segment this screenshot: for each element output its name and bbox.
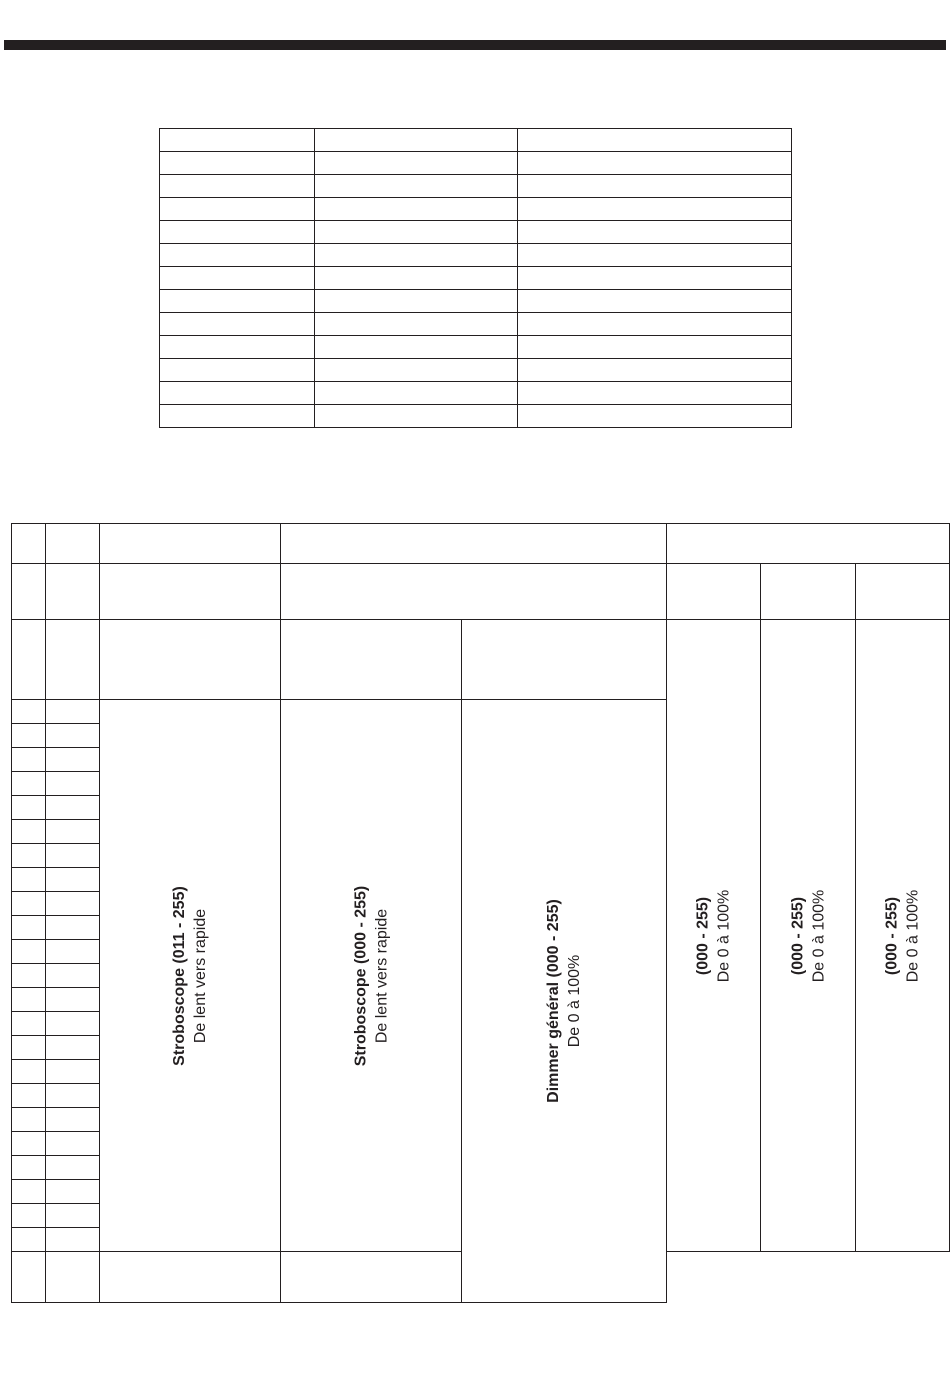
mode-cell	[12, 796, 46, 820]
header-cell	[280, 564, 666, 620]
upper-cell	[315, 198, 518, 221]
mode-cell	[12, 916, 46, 940]
upper-cell	[315, 359, 518, 382]
mode-cell	[12, 772, 46, 796]
upper-row	[160, 382, 792, 405]
upper-cell	[160, 267, 315, 290]
upper-cell	[315, 290, 518, 313]
header-cell	[45, 524, 100, 564]
mode-cell	[12, 1252, 46, 1303]
mode-cell	[45, 988, 100, 1012]
upper-table	[159, 128, 792, 428]
channel-table	[11, 523, 950, 1303]
mode-cell	[12, 1180, 46, 1204]
upper-row	[160, 359, 792, 382]
mode-cell	[45, 820, 100, 844]
upper-cell	[160, 382, 315, 405]
upper-cell	[518, 267, 792, 290]
mode-cell	[45, 1012, 100, 1036]
mode-cell	[45, 1060, 100, 1084]
mode-cell	[45, 1132, 100, 1156]
upper-row	[160, 152, 792, 175]
header-cell	[45, 620, 100, 700]
strobe-b-desc: De lent vers rapide	[373, 908, 391, 1043]
mode-cell	[12, 1204, 46, 1228]
strobe-b-label	[350, 885, 392, 1066]
upper-cell	[160, 405, 315, 428]
mode-cell	[12, 724, 46, 748]
mode-cell	[45, 1108, 100, 1132]
mode-cell	[12, 964, 46, 988]
header-cell	[855, 564, 949, 620]
mode-cell	[12, 844, 46, 868]
header-cell	[12, 524, 46, 564]
mode-cell	[12, 1156, 46, 1180]
header-cell	[667, 564, 761, 620]
color-2-cell	[761, 620, 855, 1252]
upper-cell	[160, 221, 315, 244]
mode-cell	[45, 748, 100, 772]
upper-cell	[315, 405, 518, 428]
mode-cell	[12, 1132, 46, 1156]
upper-row	[160, 405, 792, 428]
mode-cell	[45, 1084, 100, 1108]
upper-cell	[518, 175, 792, 198]
upper-cell	[160, 359, 315, 382]
header-cell	[100, 564, 281, 620]
upper-cell	[315, 175, 518, 198]
mode-cell	[45, 1156, 100, 1180]
upper-cell	[315, 152, 518, 175]
mode-cell	[12, 1012, 46, 1036]
color-2-label	[787, 889, 829, 982]
upper-cell	[518, 290, 792, 313]
mode-cell	[45, 700, 100, 724]
upper-row	[160, 313, 792, 336]
mode-cell	[45, 772, 100, 796]
mode-cell	[12, 988, 46, 1012]
header-cell	[45, 564, 100, 620]
upper-cell	[518, 221, 792, 244]
upper-row	[160, 290, 792, 313]
upper-cell	[160, 244, 315, 267]
mode-cell	[45, 1180, 100, 1204]
strobe-a-cell	[100, 700, 281, 1252]
upper-row	[160, 221, 792, 244]
upper-cell	[518, 313, 792, 336]
upper-cell	[160, 175, 315, 198]
mode-cell	[12, 1060, 46, 1084]
upper-cell	[160, 290, 315, 313]
upper-cell	[315, 382, 518, 405]
upper-cell	[518, 359, 792, 382]
color-3-range: (000 - 255)	[883, 896, 901, 975]
color-1-label	[693, 889, 735, 982]
mode-cell	[12, 892, 46, 916]
color-3-label	[881, 889, 923, 982]
header-cell	[667, 524, 950, 564]
dimmer-label	[543, 899, 585, 1103]
upper-row	[160, 244, 792, 267]
mode-cell	[280, 1252, 462, 1303]
upper-row	[160, 336, 792, 359]
mode-cell	[12, 1228, 46, 1252]
mode-cell	[12, 748, 46, 772]
mode-cell	[45, 892, 100, 916]
mode-cell	[12, 940, 46, 964]
mode-cell	[45, 1252, 100, 1303]
upper-cell	[518, 382, 792, 405]
upper-cell	[315, 129, 518, 152]
mode-cell	[45, 1228, 100, 1252]
mode-cell	[45, 964, 100, 988]
upper-cell	[518, 152, 792, 175]
mode-cell	[12, 868, 46, 892]
strobe-a-desc: De lent vers rapide	[192, 908, 210, 1043]
header-cell	[280, 524, 666, 564]
upper-cell	[160, 313, 315, 336]
upper-cell	[315, 313, 518, 336]
color-2-range: (000 - 255)	[789, 896, 807, 975]
mode-cell	[12, 1036, 46, 1060]
color-1-range: (000 - 255)	[694, 896, 712, 975]
upper-cell	[315, 221, 518, 244]
header-cell	[462, 620, 667, 700]
mode-cell	[12, 700, 46, 724]
mode-cell	[45, 916, 100, 940]
color-1-desc: De 0 à 100%	[715, 889, 733, 982]
upper-cell	[518, 405, 792, 428]
strobe-b-range: Stroboscope (000 - 255)	[352, 885, 370, 1066]
dimmer-cell	[462, 700, 667, 1303]
dimmer-range: Dimmer général (000 - 255)	[545, 899, 563, 1103]
top-rule	[4, 40, 946, 50]
header-cell	[280, 620, 462, 700]
upper-cell	[160, 198, 315, 221]
color-3-cell	[855, 620, 949, 1252]
header-cell	[100, 620, 281, 700]
upper-cell	[518, 336, 792, 359]
header-cell	[12, 620, 46, 700]
upper-cell	[518, 198, 792, 221]
mode-cell	[12, 820, 46, 844]
strobe-a-label	[169, 886, 211, 1066]
mode-cell	[45, 724, 100, 748]
upper-cell	[315, 244, 518, 267]
dimmer-desc: De 0 à 100%	[566, 954, 584, 1048]
header-cell	[761, 564, 855, 620]
color-1-cell	[667, 620, 761, 1252]
upper-cell	[518, 244, 792, 267]
upper-row	[160, 175, 792, 198]
color-2-desc: De 0 à 100%	[810, 889, 828, 982]
mode-cell	[45, 1204, 100, 1228]
upper-cell	[315, 267, 518, 290]
upper-cell	[160, 336, 315, 359]
upper-cell	[315, 336, 518, 359]
mode-cell	[45, 1036, 100, 1060]
upper-row	[160, 267, 792, 290]
mode-cell	[45, 844, 100, 868]
upper-cell	[160, 129, 315, 152]
mode-cell	[45, 868, 100, 892]
color-3-desc: De 0 à 100%	[904, 889, 922, 982]
mode-cell	[45, 796, 100, 820]
upper-row	[160, 198, 792, 221]
mode-cell	[12, 1084, 46, 1108]
upper-cell	[160, 152, 315, 175]
mode-cell	[45, 940, 100, 964]
upper-cell	[518, 129, 792, 152]
strobe-b-cell	[280, 700, 462, 1252]
mode-cell	[100, 1252, 281, 1303]
header-cell	[12, 564, 46, 620]
header-cell	[100, 524, 281, 564]
upper-row	[160, 129, 792, 152]
strobe-a-range: Stroboscope (011 - 255)	[171, 885, 189, 1066]
mode-cell	[12, 1108, 46, 1132]
